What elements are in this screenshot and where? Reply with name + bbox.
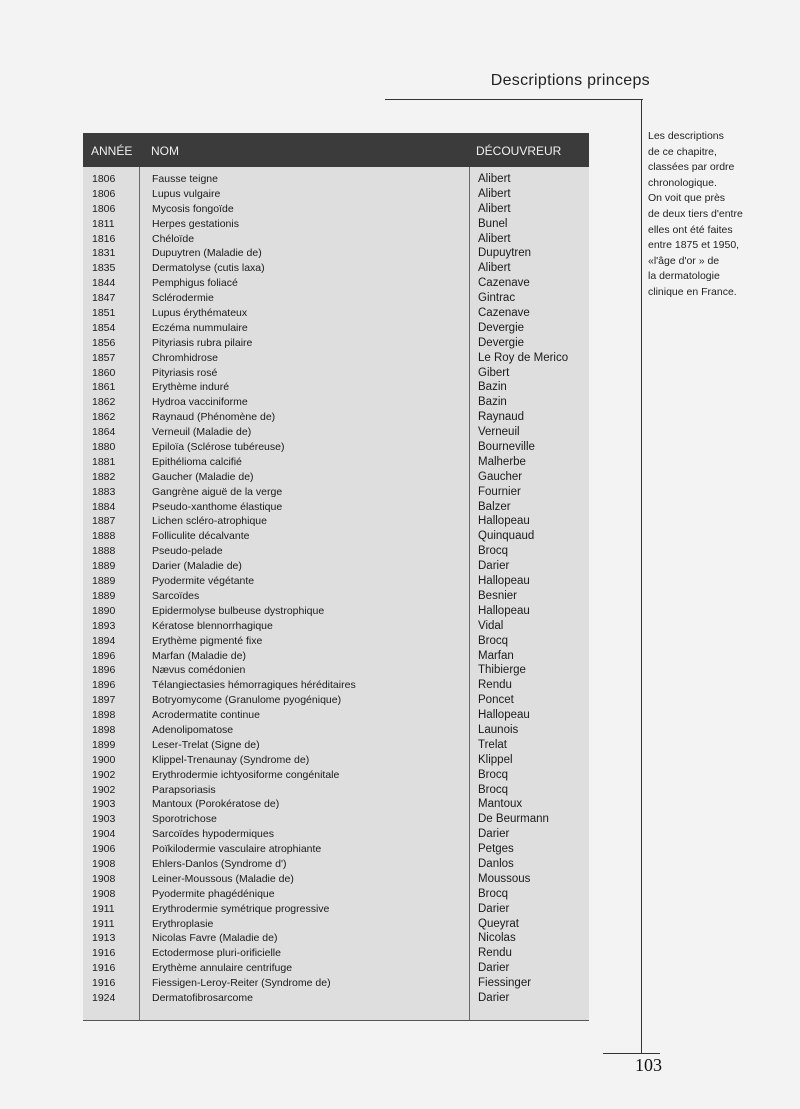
- discoverer-cell: Bazin: [478, 396, 507, 409]
- discoverer-cell: Trelat: [478, 738, 507, 751]
- discoveries-table: [83, 133, 589, 1023]
- year-cell: 1890: [92, 604, 116, 617]
- discoverer-cell: Mantoux: [478, 798, 523, 811]
- discoverer-cell: Gaucher: [478, 470, 523, 483]
- table-row: [83, 589, 589, 604]
- name-cell: Sarcoïdes hypodermiques: [152, 828, 274, 841]
- discoverer-cell: Brocq: [478, 634, 509, 647]
- table-row: [83, 946, 589, 961]
- name-cell: Nicolas Favre (Maladie de): [152, 932, 278, 945]
- name-cell: Pseudo-xanthome élastique: [152, 500, 283, 513]
- year-cell: 1844: [92, 277, 116, 290]
- side-note-line: de ce chapitre,: [648, 145, 717, 158]
- year-cell: 1916: [92, 977, 116, 990]
- name-cell: Lupus érythémateux: [152, 307, 248, 320]
- year-cell: 1880: [92, 441, 116, 454]
- name-cell: Ehlers-Danlos (Syndrome d'): [152, 857, 287, 870]
- table-row: [83, 425, 589, 440]
- table-row: [83, 544, 589, 559]
- name-cell: Herpes gestationis: [152, 217, 239, 230]
- year-cell: 1913: [92, 932, 116, 945]
- year-cell: 1847: [92, 292, 116, 305]
- year-cell: 1816: [92, 232, 116, 245]
- discoverer-cell: Bourneville: [478, 441, 535, 454]
- side-note-line: On voit que près: [648, 192, 726, 205]
- year-cell: 1883: [92, 485, 116, 498]
- year-cell: 1811: [92, 217, 115, 230]
- column-header-name: NOM: [151, 144, 179, 158]
- table-row: [83, 663, 589, 678]
- name-cell: Pemphigus foliacé: [152, 277, 238, 290]
- year-cell: 1898: [92, 709, 116, 722]
- table-row: [83, 440, 589, 455]
- name-cell: Eczéma nummulaire: [152, 321, 248, 334]
- name-cell: Pyodermite phagédénique: [152, 887, 275, 900]
- discoverer-cell: Alibert: [478, 262, 511, 275]
- name-cell: Epiloïa (Sclérose tubéreuse): [152, 441, 285, 454]
- table-row: [83, 276, 589, 291]
- discoverer-cell: Cazenave: [478, 307, 530, 320]
- year-cell: 1835: [92, 262, 116, 275]
- name-cell: Erythème pigmenté fixe: [152, 634, 263, 647]
- discoverer-cell: Darier: [478, 962, 510, 975]
- table-row: [83, 306, 589, 321]
- name-cell: Gaucher (Maladie de): [152, 470, 254, 483]
- discoverer-cell: Nicolas: [478, 932, 516, 945]
- table-row: [83, 827, 589, 842]
- discoverer-cell: Balzer: [478, 500, 511, 513]
- year-cell: 1896: [92, 664, 116, 677]
- footer-rule: [603, 1053, 660, 1054]
- name-cell: Leser-Trelat (Signe de): [152, 738, 260, 751]
- discoverer-cell: Vidal: [478, 619, 504, 632]
- table-row: [83, 366, 589, 381]
- table-row: [83, 708, 589, 723]
- table-row: [83, 172, 589, 187]
- year-cell: 1881: [92, 455, 116, 468]
- table-row: [83, 723, 589, 738]
- side-note-line: entre 1875 et 1950,: [648, 239, 740, 252]
- table-row: [83, 410, 589, 425]
- discoverer-cell: De Beurmann: [478, 813, 549, 826]
- name-cell: Lichen scléro-atrophique: [152, 515, 267, 528]
- table-row: [83, 455, 589, 470]
- table-row: [83, 812, 589, 827]
- discoverer-cell: Petges: [478, 843, 514, 856]
- name-cell: Folliculite décalvante: [152, 530, 250, 543]
- side-note: [648, 129, 788, 301]
- table-row: [83, 857, 589, 872]
- name-cell: Dermatolyse (cutis laxa): [152, 262, 265, 275]
- name-cell: Verneuil (Maladie de): [152, 426, 252, 439]
- discoverer-cell: Klippel: [478, 753, 513, 766]
- table-row: [83, 693, 589, 708]
- table-row: [83, 931, 589, 946]
- discoverer-cell: Malherbe: [478, 455, 526, 468]
- table-row: [83, 336, 589, 351]
- table-row: [83, 619, 589, 634]
- discoverer-cell: Devergie: [478, 321, 525, 334]
- discoverer-cell: Raynaud: [478, 411, 525, 424]
- year-cell: 1857: [92, 351, 116, 364]
- name-cell: Gangrène aiguë de la verge: [152, 485, 283, 498]
- discoverer-cell: Hallopeau: [478, 709, 530, 722]
- year-cell: 1806: [92, 187, 116, 200]
- year-cell: 1908: [92, 857, 116, 870]
- table-row: [83, 872, 589, 887]
- table-row: [83, 738, 589, 753]
- table-row: [83, 529, 589, 544]
- discoverer-cell: Alibert: [478, 232, 511, 245]
- year-cell: 1889: [92, 560, 116, 573]
- discoverer-cell: Alibert: [478, 173, 511, 185]
- year-cell: 1902: [92, 783, 116, 796]
- name-cell: Erythrodermie ichtyosiforme congénitale: [152, 768, 340, 781]
- discoverer-cell: Fournier: [478, 485, 521, 498]
- table-row: [83, 380, 589, 395]
- name-cell: Chéloïde: [152, 232, 195, 245]
- year-cell: 1911: [92, 917, 115, 930]
- table-row: [83, 217, 589, 232]
- side-note-line: chronologique.: [648, 176, 717, 189]
- name-cell: Acrodermatite continue: [152, 709, 260, 722]
- discoverer-cell: Alibert: [478, 202, 511, 215]
- year-cell: 1916: [92, 947, 116, 960]
- header-rule: [385, 99, 643, 100]
- name-cell: Raynaud (Phénomène de): [152, 411, 276, 424]
- name-cell: Fiessigen-Leroy-Reiter (Syndrome de): [152, 977, 331, 990]
- discoverer-cell: Devergie: [478, 336, 525, 349]
- discoverer-cell: Darier: [478, 560, 510, 573]
- discoverer-cell: Dupuytren: [478, 247, 532, 260]
- year-cell: 1862: [92, 396, 116, 409]
- year-cell: 1887: [92, 515, 116, 528]
- discoverer-cell: Darier: [478, 991, 510, 1004]
- discoverer-cell: Le Roy de Merico: [478, 351, 569, 364]
- year-cell: 1903: [92, 813, 116, 826]
- year-cell: 1908: [92, 872, 116, 885]
- discoverer-cell: Poncet: [478, 694, 514, 707]
- year-cell: 1888: [92, 530, 116, 543]
- year-cell: 1864: [92, 426, 116, 439]
- side-note-line: «l'âge d'or » de: [648, 254, 720, 267]
- name-cell: Marfan (Maladie de): [152, 649, 246, 662]
- table-row: [83, 902, 589, 917]
- side-note-line: clinique en France.: [648, 285, 737, 298]
- name-cell: Mantoux (Porokératose de): [152, 798, 280, 811]
- year-cell: 1888: [92, 545, 116, 558]
- name-cell: Mycosis fongoïde: [152, 202, 234, 215]
- discoverer-cell: Gibert: [478, 366, 510, 379]
- year-cell: 1906: [92, 843, 116, 856]
- side-note-line: elles ont été faites: [648, 223, 733, 236]
- year-cell: 1902: [92, 768, 116, 781]
- discoverer-cell: Besnier: [478, 589, 517, 602]
- table-row: [83, 291, 589, 306]
- table-row: [83, 842, 589, 857]
- name-cell: Epidermolyse bulbeuse dystrophique: [152, 604, 325, 617]
- running-header: Descriptions princeps: [490, 72, 650, 89]
- name-cell: Darier (Maladie de): [152, 560, 242, 573]
- year-cell: 1861: [92, 381, 116, 394]
- name-cell: Dermatofibrosarcome: [152, 991, 253, 1004]
- name-cell: Pityriasis rubra pilaire: [152, 336, 253, 349]
- name-cell: Parapsoriasis: [152, 783, 216, 796]
- name-cell: Botryomycome (Granulome pyogénique): [152, 694, 342, 707]
- year-cell: 1806: [92, 173, 116, 185]
- table-row: [83, 187, 589, 202]
- year-cell: 1856: [92, 336, 116, 349]
- discoverer-cell: Queyrat: [478, 917, 519, 930]
- discoverer-cell: Darier: [478, 828, 510, 841]
- year-cell: 1916: [92, 962, 116, 975]
- discoverer-cell: Fiessinger: [478, 977, 532, 990]
- name-cell: Fausse teigne: [152, 173, 218, 185]
- table-row: [83, 961, 589, 976]
- discoverer-cell: Bunel: [478, 217, 508, 230]
- discoverer-cell: Quinquaud: [478, 530, 535, 543]
- table-row: [83, 604, 589, 619]
- table-row: [83, 514, 589, 529]
- name-cell: Pseudo-pelade: [152, 545, 223, 558]
- year-cell: 1882: [92, 470, 116, 483]
- column-header-year: ANNÉE: [91, 144, 133, 158]
- name-cell: Pityriasis rosé: [152, 366, 218, 379]
- table-row: [83, 976, 589, 991]
- discoverer-cell: Verneuil: [478, 426, 520, 439]
- year-cell: 1851: [92, 307, 116, 320]
- name-cell: Adenolipomatose: [152, 723, 234, 736]
- year-cell: 1854: [92, 321, 116, 334]
- name-cell: Sarcoïdes: [152, 589, 200, 602]
- name-cell: Hydroa vacciniforme: [152, 396, 248, 409]
- name-cell: Erythrodermie symétrique progressive: [152, 902, 330, 915]
- name-cell: Klippel-Trenaunay (Syndrome de): [152, 753, 310, 766]
- table-row: [83, 559, 589, 574]
- name-cell: Sporotrichose: [152, 813, 217, 826]
- table-row: [83, 574, 589, 589]
- year-cell: 1894: [92, 634, 116, 647]
- discoverer-cell: Danlos: [478, 857, 514, 870]
- name-cell: Epithélioma calcifié: [152, 455, 242, 468]
- side-note-line: Les descriptions: [648, 130, 724, 142]
- discoverer-cell: Brocq: [478, 545, 509, 558]
- table-row: [83, 768, 589, 783]
- table-row: [83, 991, 589, 1006]
- name-cell: Chromhidrose: [152, 351, 218, 364]
- table-row: [83, 321, 589, 336]
- year-cell: 1911: [92, 902, 115, 915]
- name-cell: Pyodermite végétante: [152, 575, 255, 588]
- table-row: [83, 917, 589, 932]
- year-cell: 1908: [92, 887, 116, 900]
- discoverer-cell: Hallopeau: [478, 604, 530, 617]
- column-header-discoverer: DÉCOUVREUR: [476, 144, 562, 158]
- discoverer-cell: Marfan: [478, 649, 514, 662]
- year-cell: 1860: [92, 366, 116, 379]
- year-cell: 1889: [92, 589, 116, 602]
- table-header: [83, 133, 589, 167]
- side-note-line: de deux tiers d'entre: [648, 207, 743, 220]
- name-cell: Ectodermose pluri-orificielle: [152, 947, 281, 960]
- year-cell: 1806: [92, 202, 116, 215]
- discoverer-cell: Brocq: [478, 887, 509, 900]
- table-row: [83, 753, 589, 768]
- table-row: [83, 395, 589, 410]
- table-rows: [83, 172, 589, 1006]
- discoverer-cell: Thibierge: [478, 664, 526, 677]
- name-cell: Sclérodermie: [152, 292, 214, 305]
- name-cell: Erythroplasie: [152, 917, 214, 930]
- name-cell: Nævus comédonien: [152, 664, 246, 677]
- table-row: [83, 470, 589, 485]
- discoverer-cell: Gintrac: [478, 292, 516, 305]
- page-number: 103: [635, 1055, 662, 1075]
- discoverer-cell: Hallopeau: [478, 515, 530, 528]
- name-cell: Lupus vulgaire: [152, 187, 221, 200]
- year-cell: 1900: [92, 753, 116, 766]
- discoverer-cell: Darier: [478, 902, 510, 915]
- table-row: [83, 678, 589, 693]
- year-cell: 1903: [92, 798, 116, 811]
- table-row: [83, 351, 589, 366]
- side-note-line: classées par ordre: [648, 161, 735, 174]
- name-cell: Leiner-Moussous (Maladie de): [152, 872, 294, 885]
- name-cell: Télangiectasies hémorragiques héréditaires: [152, 679, 356, 692]
- discoverer-cell: Brocq: [478, 783, 509, 796]
- year-cell: 1896: [92, 649, 116, 662]
- table-row: [83, 500, 589, 515]
- discoverer-cell: Alibert: [478, 187, 511, 200]
- year-cell: 1862: [92, 411, 116, 424]
- discoverer-cell: Rendu: [478, 947, 512, 960]
- year-cell: 1893: [92, 619, 116, 632]
- discoverer-cell: Hallopeau: [478, 575, 530, 588]
- name-cell: Erythème induré: [152, 381, 230, 394]
- discoverer-cell: Brocq: [478, 768, 509, 781]
- table-row: [83, 634, 589, 649]
- year-cell: 1896: [92, 679, 116, 692]
- discoverer-cell: Launois: [478, 723, 519, 736]
- discoverer-cell: Rendu: [478, 679, 512, 692]
- table-row: [83, 485, 589, 500]
- margin-vertical-rule: [641, 99, 642, 1054]
- year-cell: 1889: [92, 575, 116, 588]
- table-row: [83, 202, 589, 217]
- table-row: [83, 246, 589, 261]
- year-cell: 1831: [92, 247, 116, 260]
- discoverer-cell: Moussous: [478, 872, 531, 885]
- year-cell: 1899: [92, 738, 116, 751]
- discoverer-cell: Cazenave: [478, 277, 530, 290]
- table-row: [83, 261, 589, 276]
- table-row: [83, 232, 589, 247]
- table-row: [83, 797, 589, 812]
- year-cell: 1898: [92, 723, 116, 736]
- name-cell: Erythème annulaire centrifuge: [152, 962, 293, 975]
- table-body: [83, 167, 589, 1021]
- name-cell: Poïkilodermie vasculaire atrophiante: [152, 843, 322, 856]
- name-cell: Kératose blennorrhagique: [152, 619, 273, 632]
- year-cell: 1924: [92, 991, 116, 1004]
- discoverer-cell: Bazin: [478, 381, 507, 394]
- year-cell: 1897: [92, 694, 116, 707]
- year-cell: 1904: [92, 828, 116, 841]
- table-row: [83, 783, 589, 798]
- table-row: [83, 649, 589, 664]
- table-row: [83, 887, 589, 902]
- side-note-line: la dermatologie: [648, 270, 720, 283]
- name-cell: Dupuytren (Maladie de): [152, 247, 262, 260]
- year-cell: 1884: [92, 500, 116, 513]
